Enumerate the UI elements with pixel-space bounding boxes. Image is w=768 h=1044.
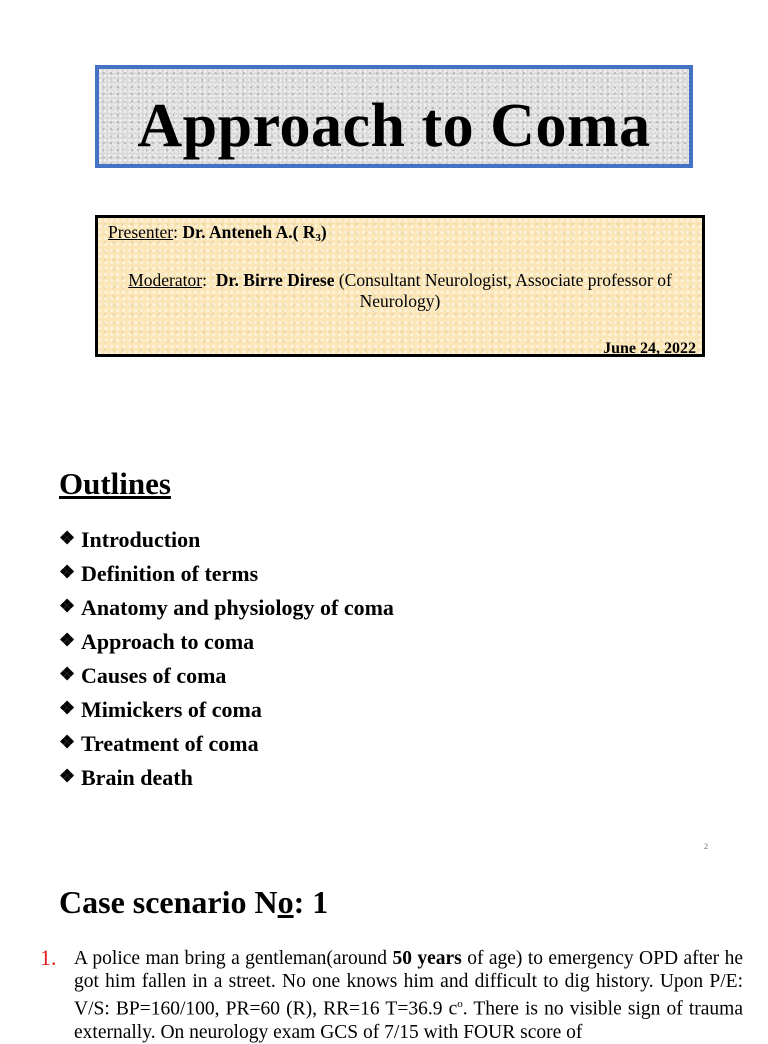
case-item-number: 1. <box>40 945 57 970</box>
case-text-part3: . There is no visible sign of trauma externally. On neurology exam GCS of 7/15 with FOUR score of <box>74 998 743 1043</box>
title-box <box>95 65 693 168</box>
diamond-bullet-icon: ❖ <box>59 562 76 582</box>
presenter-label: Presenter <box>108 222 174 242</box>
case-text-part2: of age) to emergency OPD after he got him fallen in a street. No one knows him and difficult to dig history. Upon P/E: V/S: BP=160/100, PR=60 (R), RR=16 T=36.9 c <box>74 948 743 1020</box>
slide-title: Approach to Coma <box>137 92 651 160</box>
case-description <box>74 947 743 1044</box>
outline-item-label: Anatomy and physiology of coma <box>81 595 394 620</box>
case-text-part1: A police man bring a gentleman(around <box>74 948 393 969</box>
page-number: 2 <box>704 842 708 851</box>
outline-item <box>59 526 394 560</box>
outline-item <box>59 628 394 662</box>
moderator-line: Moderator: Dr. Birre Direse (Consultant Neurologist, Associate professor of Neurology) <box>128 270 672 311</box>
outline-item <box>59 696 394 730</box>
presenter-name: Dr. Anteneh A.( R <box>182 222 316 242</box>
case-text-age: 50 years <box>392 948 462 969</box>
outlines-heading: Outlines <box>59 466 171 501</box>
presenter-line: Presenter: Dr. Anteneh A.( $R_3$) <box>108 222 327 244</box>
outline-list <box>59 526 394 798</box>
case-title-prefix: Case scenario N <box>59 884 278 920</box>
diamond-bullet-icon: ❖ <box>59 630 76 650</box>
outline-item-label: Brain death <box>81 765 193 790</box>
presenter-subscript: 3 <box>315 232 321 244</box>
case-title-suffix: : 1 <box>293 884 329 920</box>
outline-item-label: Treatment of coma <box>81 731 259 756</box>
diamond-bullet-icon: ❖ <box>59 596 76 616</box>
moderator-name: Dr. Birre Direse <box>215 270 335 290</box>
presenter-info-box <box>95 215 705 357</box>
diamond-bullet-icon: ❖ <box>59 766 76 786</box>
presentation-date: June 24, 2022 <box>603 340 696 357</box>
presenter-close: ) <box>320 222 327 242</box>
outline-item-label: Mimickers of coma <box>81 697 262 722</box>
diamond-bullet-icon: ❖ <box>59 664 76 684</box>
case-scenario-heading <box>59 884 328 921</box>
diamond-bullet-icon: ❖ <box>59 528 76 548</box>
outline-item <box>59 594 394 628</box>
outline-item-label: Approach to coma <box>81 629 255 654</box>
moderator-role: (Consultant Neurologist, Associate professor of Neurology) <box>338 270 672 311</box>
diamond-bullet-icon: ❖ <box>59 732 76 752</box>
outline-item <box>59 730 394 764</box>
outline-item-label: Introduction <box>81 527 201 552</box>
degree-sup: o <box>457 998 463 1010</box>
outline-item <box>59 764 394 798</box>
moderator-label: Moderator <box>128 270 203 290</box>
outline-item <box>59 662 394 696</box>
outline-item-label: Causes of coma <box>81 663 227 688</box>
diamond-bullet-icon: ❖ <box>59 698 76 718</box>
case-title-underlined: o <box>277 884 294 920</box>
outline-item-label: Definition of terms <box>81 561 259 586</box>
outline-item <box>59 560 394 594</box>
